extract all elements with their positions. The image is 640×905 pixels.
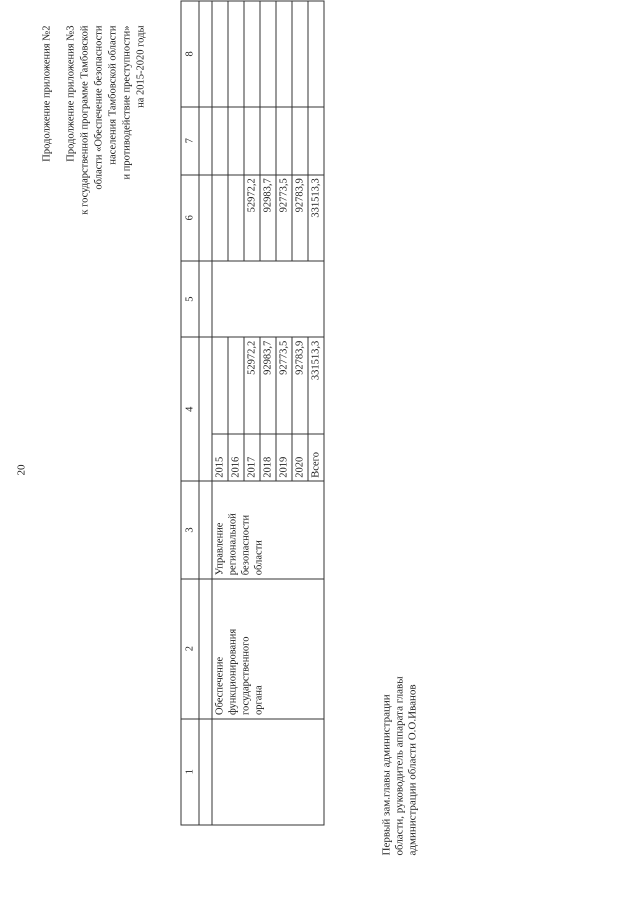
empty-cell <box>212 718 324 824</box>
activity-cell: Обеспечение функционирования государственного органа <box>212 578 324 718</box>
header-line: на 2015-2020 годы <box>135 25 146 108</box>
value: 92783,9 <box>292 174 308 260</box>
program-table <box>180 0 324 825</box>
value: 331513,3 <box>310 340 321 380</box>
column-number: 7 <box>181 106 199 174</box>
value: 52972,2 <box>244 174 260 260</box>
column-number-row <box>181 1 199 825</box>
signature-line: области, руководитель аппарата главы <box>393 675 405 855</box>
value <box>212 174 228 260</box>
header-line: и противодействие преступности» <box>121 25 132 180</box>
value: 92983,7 <box>260 174 276 260</box>
value: 92983,7 <box>262 340 273 375</box>
signature-line: Первый зам.главы администрации <box>380 693 392 855</box>
header-line: Продолжение приложения №2 <box>41 25 52 162</box>
appendix-header <box>40 25 148 305</box>
executor-cell: Управление региональной безопасности области <box>212 481 324 578</box>
value <box>228 174 244 260</box>
column-number: 4 <box>181 337 199 481</box>
header-line: области «Обеспечение безопасности <box>93 25 104 190</box>
year-label: 2018 <box>260 433 275 480</box>
value: 92783,9 <box>294 340 305 375</box>
value: 331513,3 <box>308 174 324 260</box>
column-number: 5 <box>181 260 199 336</box>
column-number: 3 <box>181 481 199 578</box>
header-line: к государственной программе Тамбовской <box>79 25 90 215</box>
year-label: 2016 <box>228 433 243 480</box>
signature-line: администрации области О.О.Иванов <box>406 683 418 855</box>
empty-cell <box>212 260 324 336</box>
header-line: Продолжение приложения №3 <box>65 25 76 162</box>
signature-block <box>380 676 419 855</box>
column-number: 1 <box>181 718 199 824</box>
spacer-row <box>199 1 212 825</box>
value <box>228 337 243 433</box>
year-label: 2017 <box>244 433 259 480</box>
value: 92773,5 <box>278 340 289 375</box>
value: 92773,5 <box>276 174 292 260</box>
column-number: 6 <box>181 174 199 260</box>
column-number: 2 <box>181 578 199 718</box>
empty-cell <box>212 1 228 107</box>
page-number: 20 <box>15 464 27 475</box>
year-value-cell <box>212 337 228 481</box>
value <box>212 337 227 433</box>
year-label: 2019 <box>276 433 291 480</box>
year-label: 2015 <box>212 433 227 480</box>
year-label: 2020 <box>292 433 307 480</box>
column-number: 8 <box>181 1 199 107</box>
total-label: Всего <box>308 433 323 480</box>
value: 52972,2 <box>246 340 257 375</box>
empty-cell <box>212 106 228 174</box>
header-line: населения Тамбовской области <box>107 25 118 165</box>
table-row <box>212 1 228 825</box>
